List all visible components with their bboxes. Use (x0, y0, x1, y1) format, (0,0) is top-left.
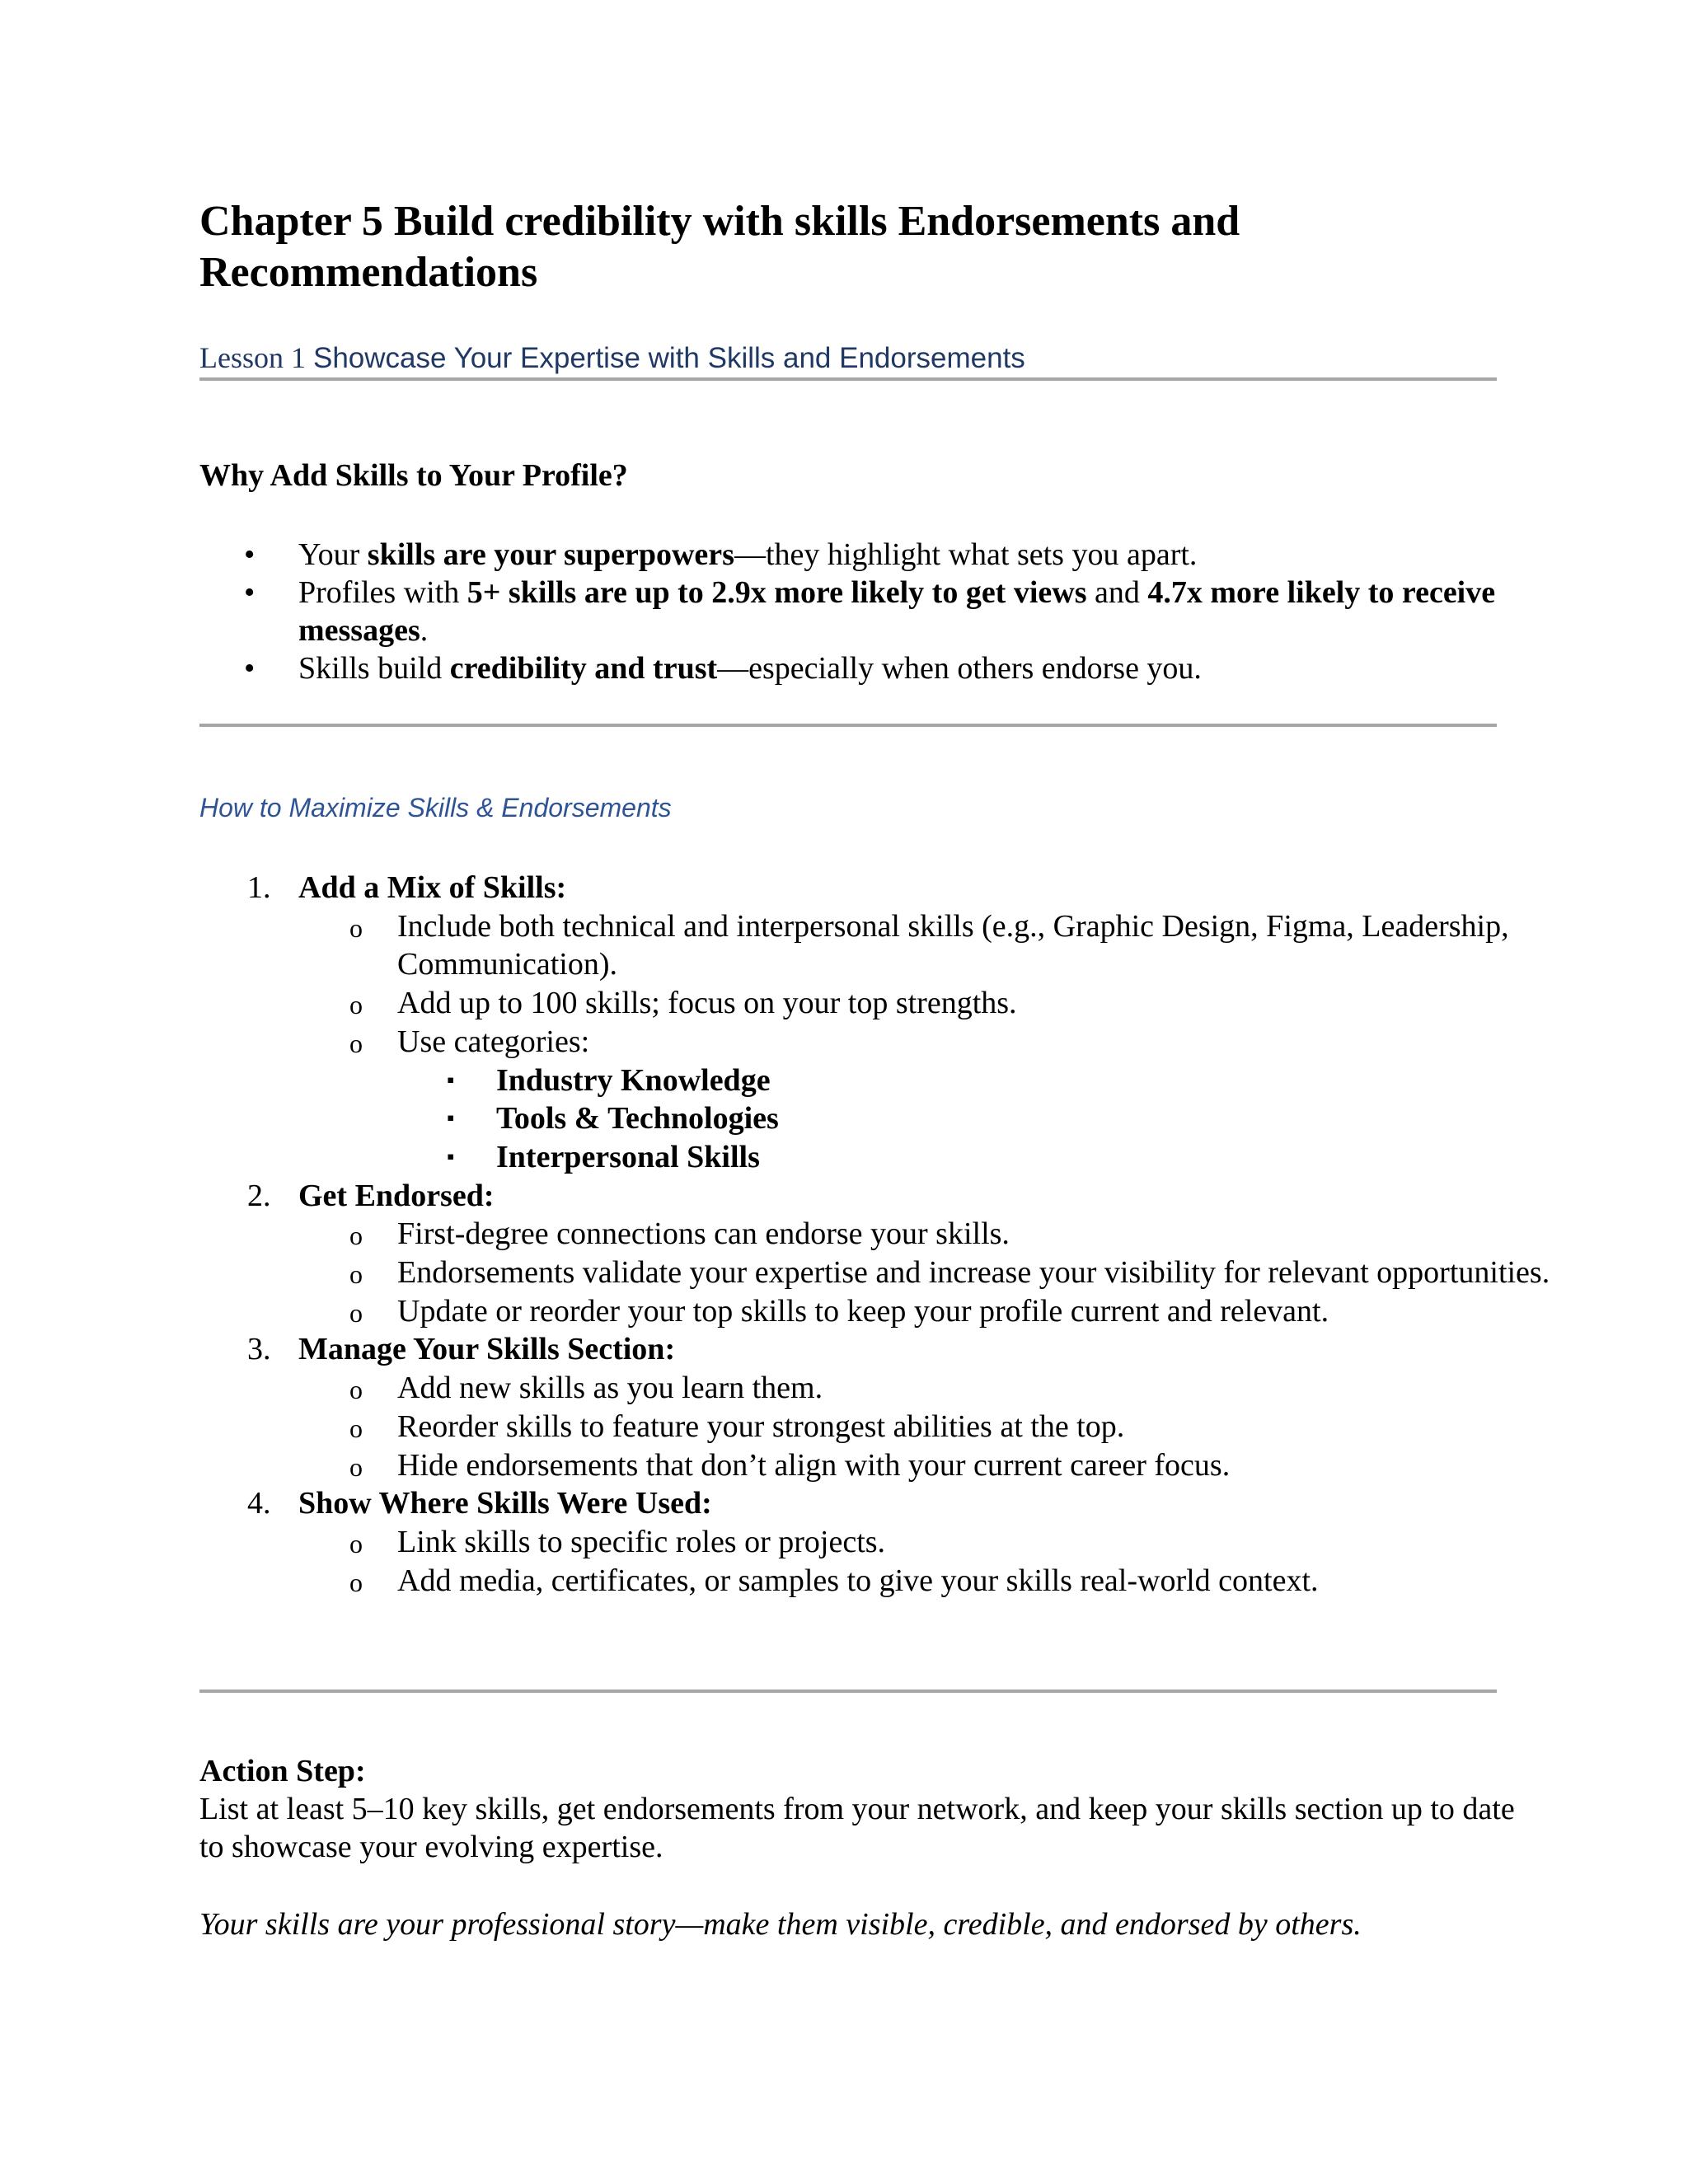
step-title: Show Where Skills Were Used: (298, 1486, 712, 1521)
step-title: Get Endorsed: (298, 1178, 495, 1213)
sub-item: o Reorder skills to feature your strongest abilities at the top. (199, 1408, 1617, 1446)
sub-item: o Link skills to specific roles or projects. (199, 1523, 1617, 1562)
sub-bullet-icon: o (349, 1375, 363, 1405)
closing-statement: Your skills are your professional story—make them visible, credible, and endorsed by others. (199, 1907, 1362, 1942)
step-item (199, 1330, 1535, 1369)
divider-lesson (199, 377, 1497, 381)
square-bullet-icon: ▪ (447, 1106, 455, 1131)
step-item (199, 869, 1535, 907)
chapter-title-line1: Chapter 5 Build credibility with skills Endorsements and (199, 198, 1240, 245)
sub-bullet-icon: o (349, 1259, 363, 1290)
divider-maximize (199, 1690, 1497, 1693)
step-title: Add a Mix of Skills: (298, 870, 567, 905)
sub-bullet-icon: o (349, 1221, 363, 1251)
category-item: ▪ Interpersonal Skills (199, 1138, 1535, 1177)
sub-item: o Add media, certificates, or samples to give your skills real-world context. (199, 1562, 1617, 1601)
category-item: ▪ Industry Knowledge (199, 1062, 1535, 1100)
bullet-dot: • (244, 651, 256, 686)
sub-bullet-icon: o (349, 1297, 363, 1328)
lesson-title: Showcase Your Expertise with Skills and Endorsements (313, 342, 1025, 374)
maximize-heading: How to Maximize Skills & Endorsements (199, 793, 672, 823)
list-item: • Your skills are your superpowers—they highlight what sets you apart. (244, 537, 1198, 572)
category-item: ▪ Tools & Technologies (199, 1099, 1535, 1138)
sub-item: o First-degree connections can endorse your skills. (199, 1215, 1617, 1254)
list-item: • Profiles with 5+ skills are up to 2.9x more likely to get views and 4.7x more likely to receive messages. (244, 575, 1496, 648)
lesson-heading (199, 340, 1025, 377)
sub-item: o Use categories: (199, 1023, 1617, 1062)
why-bullet-list (199, 536, 1518, 687)
sub-bullet-icon: o (349, 1451, 363, 1482)
sub-bullet-icon: o (349, 1528, 363, 1558)
step-number: 4. (247, 1486, 271, 1521)
sub-bullet-icon: o (349, 912, 363, 943)
sub-item: o Endorsements validate your expertise and increase your visibility for relevant opportunities. (199, 1254, 1617, 1292)
lesson-label: Lesson 1 (199, 341, 306, 374)
list-item: • Skills build credibility and trust—especially when others endorse you. (244, 651, 1202, 686)
bullet-dot: • (244, 537, 256, 572)
sub-item: o Add new skills as you learn them. (199, 1369, 1617, 1408)
sub-item: o Hide endorsements that don’t align with your current career focus. (199, 1446, 1617, 1485)
action-step-label: Action Step: (199, 1754, 366, 1788)
square-bullet-icon: ▪ (447, 1067, 455, 1092)
step-item (199, 1484, 1535, 1523)
divider-why (199, 724, 1497, 727)
step-number: 1. (247, 870, 271, 905)
step-number: 3. (247, 1332, 271, 1367)
sub-bullet-icon: o (349, 1028, 363, 1058)
chapter-title (199, 196, 1518, 298)
sub-bullet-icon: o (349, 1567, 363, 1597)
step-title: Manage Your Skills Section: (298, 1332, 676, 1367)
sub-bullet-icon: o (349, 1413, 363, 1443)
sub-item: o Include both technical and interpersonal skills (e.g., Graphic Design, Figma, Leadership, Communication). (349, 908, 1509, 982)
action-step-text: List at least 5–10 key skills, get endorsements from your network, and keep your skills section up to date to showcase your evolving expertise. (199, 1792, 1515, 1864)
sub-bullet-icon: o (349, 990, 363, 1020)
sub-item: o Add up to 100 skills; focus on your top strengths. (199, 984, 1617, 1023)
bullet-dot: • (244, 575, 256, 610)
square-bullet-icon: ▪ (447, 1144, 455, 1169)
maximize-steps-list (199, 869, 1550, 1600)
step-item (199, 1177, 1535, 1216)
chapter-title-line2: Recommendations (199, 249, 538, 296)
why-heading: Why Add Skills to Your Profile? (199, 458, 628, 493)
sub-item: o Update or reorder your top skills to keep your profile current and relevant. (199, 1292, 1617, 1331)
step-number: 2. (247, 1178, 271, 1213)
